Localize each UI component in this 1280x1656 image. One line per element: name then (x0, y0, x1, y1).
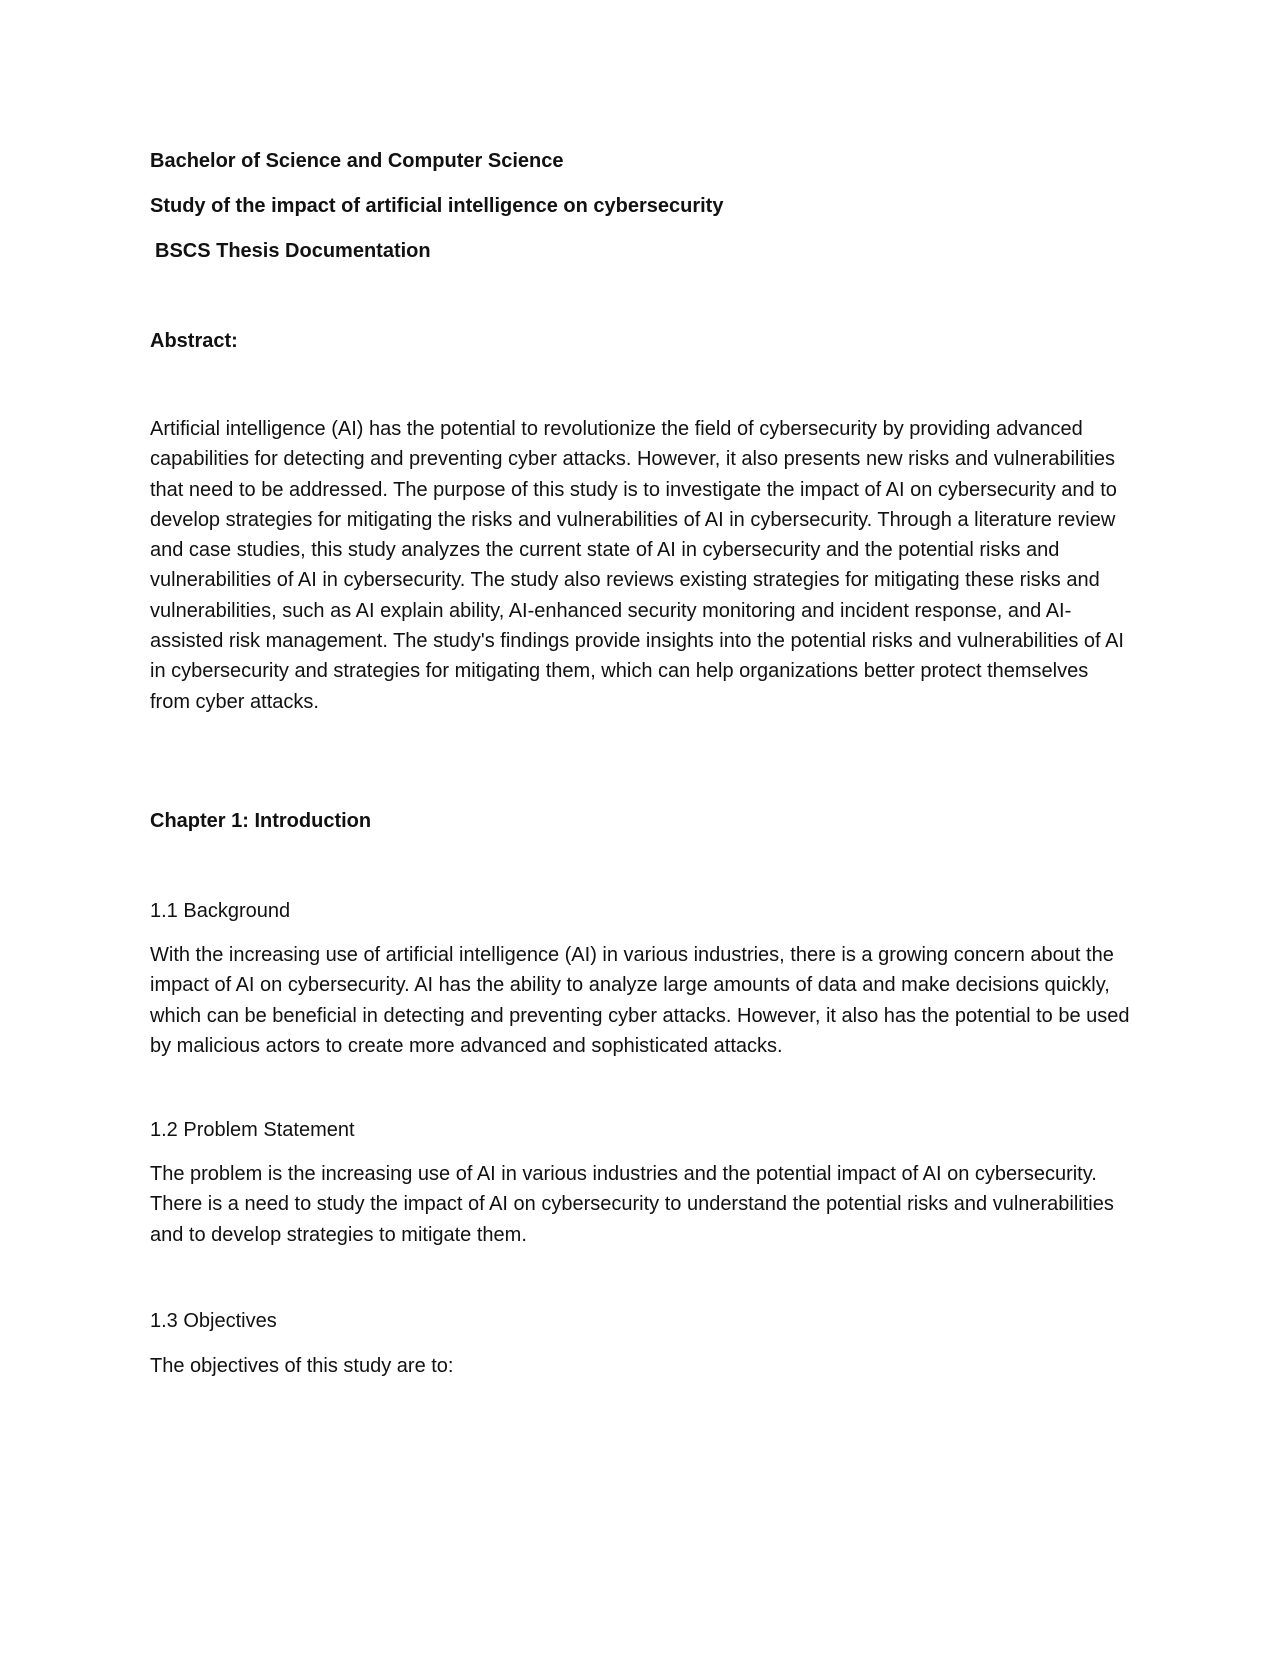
section-heading-background: 1.1 Background (150, 900, 291, 922)
section-heading-problem: 1.2 Problem Statement (150, 1119, 355, 1141)
chapter-heading: Chapter 1: Introduction (150, 810, 372, 832)
degree-line: Bachelor of Science and Computer Science (150, 150, 564, 172)
doc-type-line: BSCS Thesis Documentation (155, 240, 431, 262)
abstract-heading: Abstract: (150, 330, 238, 352)
abstract-text: Artificial intelligence (AI) has the potential to revolutionize the field of cybersecurity by providing advanced capabilities for detecting and preventing cyber attacks. However, it also presents new risks and vulnerabilities that need to be addressed. The purpose of this study is to investigate the impact of AI on cybersecurity and to develop strategies for mitigating the risks and vulnerabilities of AI in cybersecurity. Through a literature review and case studies, this study analyzes the current state of AI in cybersecurity and the potential risks and vulnerabilities of AI in cybersecurity. The study also reviews existing strategies for mitigating these risks and vulnerabilities, such as AI explain ability, AI-enhanced security monitoring and incident response, and AI-assisted risk management. The study's findings provide insights into the potential risks and vulnerabilities of AI in cybersecurity and strategies for mitigating them, which can help organizations better protect themselves from cyber attacks. (150, 418, 1124, 713)
section-heading-objectives: 1.3 Objectives (150, 1310, 277, 1332)
section-text-objectives: The objectives of this study are to: (150, 1355, 454, 1377)
section-text-problem: The problem is the increasing use of AI in various industries and the potential impact of AI on cybersecurity. There is a need to study the impact of AI on cybersecurity to understand the potential risks and vulnerabilities and to develop strategies to mitigate them. (150, 1163, 1114, 1246)
study-title: Study of the impact of artificial intelligence on cybersecurity (150, 195, 724, 217)
section-text-background: With the increasing use of artificial intelligence (AI) in various industries, there is a growing concern about the impact of AI on cybersecurity. AI has the ability to analyze large amounts of data and make decisions quickly, which can be beneficial in detecting and preventing cyber attacks. However, it also has the potential to be used by malicious actors to create more advanced and sophisticated attacks. (150, 944, 1130, 1057)
